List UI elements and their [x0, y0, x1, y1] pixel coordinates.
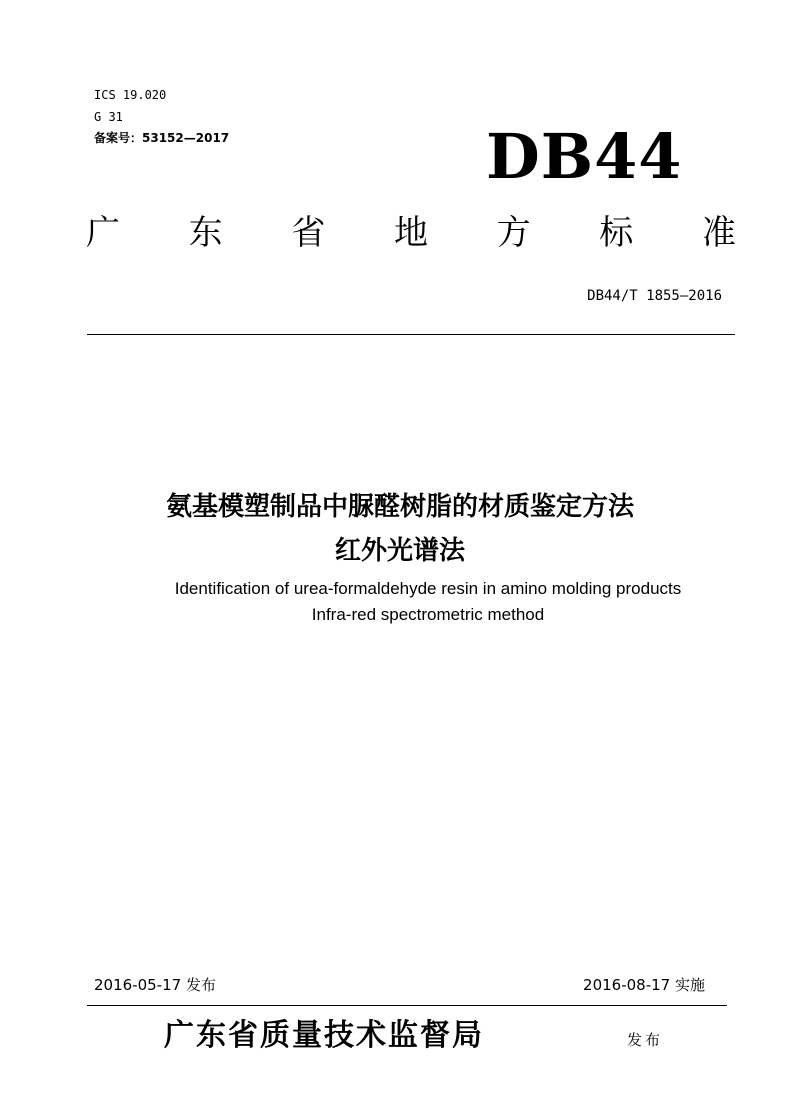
publisher-name: 广东省质量技术监督局 — [164, 1018, 484, 1053]
title-english-line-1: Identification of urea-formaldehyde resin in amino molding products — [174, 579, 682, 598]
title-chinese-line-2: 红外光谱法 — [334, 536, 465, 566]
ics-code: ICS 19.020 — [94, 88, 167, 102]
standard-type-char: 方 — [496, 213, 531, 253]
publish-label: 发布 — [627, 1031, 664, 1049]
standard-mark: DB44 — [486, 120, 683, 193]
standard-type-char: 准 — [701, 213, 736, 253]
title-english-line-2: Infra-red spectrometric method — [311, 605, 545, 624]
title-chinese-line-1: 氨基模塑制品中脲醛树脂的材质鉴定方法 — [165, 492, 634, 522]
ccs-code: G 31 — [94, 110, 123, 124]
standard-type-char: 标 — [599, 213, 634, 253]
standard-type-char: 省 — [291, 213, 326, 253]
top-divider — [87, 334, 735, 335]
standard-code: DB44/T 1855—2016 — [587, 288, 722, 304]
standard-type-char: 东 — [188, 213, 223, 253]
standard-type-heading — [86, 210, 736, 256]
standard-type-char: 广 — [86, 213, 120, 253]
bottom-divider — [87, 1005, 727, 1006]
issue-date: 2016-05-17 发布 — [94, 976, 216, 994]
record-number: 备案号：53152—2017 — [94, 131, 230, 145]
standard-type-char: 地 — [393, 213, 428, 253]
implementation-date: 2016-08-17 实施 — [583, 976, 705, 994]
